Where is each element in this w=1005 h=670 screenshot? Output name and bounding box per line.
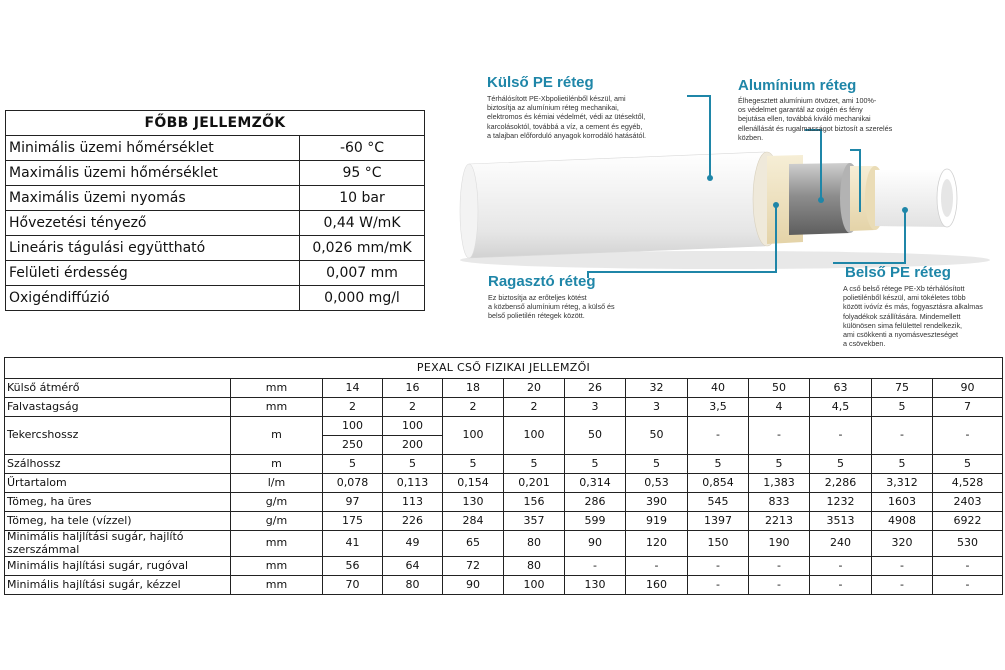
table-cell: 0,078 [323,474,383,493]
table-cell: 64 [383,557,443,576]
table-cell: 4 [749,398,810,417]
table-cell: 190 [749,531,810,557]
row-unit: g/m [231,493,323,512]
table-row [5,417,1003,436]
table-cell: 5 [565,455,626,474]
row-unit: mm [231,576,323,595]
inner-pe-marker [902,207,908,213]
table-cell: 130 [443,493,504,512]
main-property-row [6,136,425,161]
property-value: 10 bar [300,186,425,211]
table-cell: 80 [383,576,443,595]
table-cell: 5 [323,455,383,474]
table-cell: 4,5 [810,398,872,417]
table-cell: 5 [872,398,933,417]
inner-pe-line: folyadékok szállítására. Mindemellett [843,311,961,321]
table-cell: 4908 [872,512,933,531]
table-cell: 5 [810,455,872,474]
aluminium-line: Élhegesztett alumínium ötvözet, ami 100%- [738,96,877,105]
table-cell: 50 [749,379,810,398]
table-cell: 0,53 [626,474,688,493]
physical-properties-title: PEXAL CSŐ FIZIKAI JELLEMZŐI [5,358,1003,379]
main-property-row [6,236,425,261]
property-label: Oxigéndiffúzió [6,286,300,311]
adhesive-title: Ragasztó réteg [488,273,596,290]
property-label: Minimális üzemi hőmérséklet [6,136,300,161]
row-unit: mm [231,557,323,576]
table-cell: 3 [626,398,688,417]
table-cell: 1232 [810,493,872,512]
table-row [5,493,1003,512]
table-cell: 226 [383,512,443,531]
table-cell: 32 [626,379,688,398]
table-cell: - [749,417,810,455]
table-cell: 599 [565,512,626,531]
table-cell: 130 [565,576,626,595]
row-label: Minimális hajlítási sugár, kézzel [5,576,231,595]
table-cell: 0,314 [565,474,626,493]
row-label: Külső átmérő [5,379,231,398]
inner-pe-line: különösen sima felülettel rendelkezik, [843,320,963,330]
table-cell: - [749,557,810,576]
table-cell: 0,113 [383,474,443,493]
table-cell: 390 [626,493,688,512]
table-cell: 41 [323,531,383,557]
table-cell: 160 [626,576,688,595]
table-cell: 5 [504,455,565,474]
table-cell: 100 [504,417,565,455]
property-value: 0,007 mm [300,261,425,286]
row-label: Tömeg, ha tele (vízzel) [5,512,231,531]
row-unit: l/m [231,474,323,493]
row-unit: mm [231,398,323,417]
adhesive-description [488,293,658,321]
table-cell: 18 [443,379,504,398]
table-cell: 2 [323,398,383,417]
table-row [5,531,1003,557]
row-unit: m [231,417,323,455]
row-label: Minimális hajlítási sugár, rugóval [5,557,231,576]
outer-pe-marker [707,175,713,181]
main-property-row [6,161,425,186]
property-label: Lineáris tágulási együttható [6,236,300,261]
physical-properties-table [4,357,1003,595]
property-label: Felületi érdesség [6,261,300,286]
table-cell: 65 [443,531,504,557]
table-row [5,379,1003,398]
table-cell: 2213 [749,512,810,531]
outer-pe-line: elektromos és kémiai védelmét, védi az ütésektől, [487,112,646,122]
table-cell: - [872,417,933,455]
row-unit: mm [231,531,323,557]
table-cell: 5 [933,455,1003,474]
table-cell: 40 [688,379,749,398]
table-cell: 5 [383,455,443,474]
main-property-row [6,186,425,211]
table-cell: 3 [565,398,626,417]
property-label: Maximális üzemi hőmérséklet [6,161,300,186]
table-cell: 4,528 [933,474,1003,493]
pipe-layers-figure [455,60,1003,360]
table-cell: - [565,557,626,576]
pipe-bore [941,179,953,217]
table-cell: 240 [810,531,872,557]
outer-pe-line: biztosítja az alumínium réteg mechanikai, [487,103,619,113]
table-cell: 100 [383,417,443,436]
inner-pe-line: a csövekben. [843,339,886,349]
main-properties-table [5,110,425,311]
adhesive-marker [773,202,779,208]
table-cell: 63 [810,379,872,398]
table-cell: 200 [383,436,443,455]
table-cell: - [810,576,872,595]
inner-pe-line: ami csökkenti a nyomásveszteséget [843,330,959,340]
table-cell: 2403 [933,493,1003,512]
table-cell: 120 [626,531,688,557]
table-cell: 2 [383,398,443,417]
property-value: 0,000 mg/l [300,286,425,311]
adhesive-line: a közbenső alumínium réteg, a külső és [488,302,615,312]
table-cell: - [626,557,688,576]
table-cell: 50 [565,417,626,455]
table-cell: 5 [626,455,688,474]
table-row [5,512,1003,531]
property-value: 0,026 mm/mK [300,236,425,261]
table-cell: 50 [626,417,688,455]
table-cell: 80 [504,531,565,557]
row-label: Tekercshossz [5,417,231,455]
table-cell: 5 [749,455,810,474]
table-cell: 5 [872,455,933,474]
outer-pe-description [487,94,687,140]
table-cell: - [688,417,749,455]
table-cell: 0,201 [504,474,565,493]
inner-pe-line: A cső belső rétege PE-Xb térhálósított [843,284,965,293]
row-unit: g/m [231,512,323,531]
table-cell: 1397 [688,512,749,531]
table-cell: 56 [323,557,383,576]
aluminium-description [738,96,938,142]
aluminium-marker [818,197,824,203]
table-cell: 357 [504,512,565,531]
table-cell: 0,854 [688,474,749,493]
adhesive-line: Ez biztosítja az erőteljes kötést [488,293,587,302]
row-label: Minimális haljlítási sugár, hajlító szerszámmal [5,531,231,557]
table-cell: 7 [933,398,1003,417]
table-cell: - [872,557,933,576]
table-cell: 14 [323,379,383,398]
table-cell: - [749,576,810,595]
table-cell: 70 [323,576,383,595]
table-cell: 97 [323,493,383,512]
inner-pe-description [843,284,1003,348]
table-cell: - [810,417,872,455]
table-cell: 2,286 [810,474,872,493]
table-cell: 919 [626,512,688,531]
aluminium-title: Alumínium réteg [738,77,857,94]
table-cell: 530 [933,531,1003,557]
inner-pe-layer [875,169,947,227]
inner-pe-line: polietilénből készül, ami tökéletes több [843,293,966,303]
table-cell: - [688,557,749,576]
table-cell: 3,5 [688,398,749,417]
table-cell: 90 [443,576,504,595]
table-cell: 16 [383,379,443,398]
table-cell: 284 [443,512,504,531]
table-cell: 90 [933,379,1003,398]
table-cell: 72 [443,557,504,576]
inner-pe-line: között ivóvíz és más, fogyasztásra alkalmas [843,302,983,312]
aluminium-line: bejutása ellen, továbbá kiváló mechanikai [738,114,871,124]
table-cell: 3513 [810,512,872,531]
aluminium-line: közben. [738,132,764,142]
table-cell: 5 [688,455,749,474]
table-cell: 26 [565,379,626,398]
table-cell: 80 [504,557,565,576]
table-cell: - [933,417,1003,455]
table-cell: 545 [688,493,749,512]
table-cell: - [933,557,1003,576]
table-cell: 100 [323,417,383,436]
outer-pe-title: Külső PE réteg [487,74,594,91]
table-cell: 75 [872,379,933,398]
main-properties-header-row [6,111,425,136]
physical-properties-title-row [5,358,1003,379]
table-row [5,398,1003,417]
table-cell: 2 [504,398,565,417]
aluminium-line: os védelmet garantál az oxigén és fény [738,105,863,115]
table-cell: 49 [383,531,443,557]
outer-pe-layer [469,152,765,258]
table-cell: 150 [688,531,749,557]
table-cell: - [810,557,872,576]
table-cell: 156 [504,493,565,512]
table-cell: 833 [749,493,810,512]
main-property-row [6,211,425,236]
row-label: Űrtartalom [5,474,231,493]
table-cell: - [933,576,1003,595]
row-label: Falvastagság [5,398,231,417]
table-cell: 90 [565,531,626,557]
outer-pe-line: a talajban előforduló anyagok korrodáló hatásától. [487,130,647,140]
property-value: -60 °C [300,136,425,161]
table-cell: 100 [504,576,565,595]
table-row [5,474,1003,493]
table-cell: - [872,576,933,595]
table-cell: 6922 [933,512,1003,531]
table-cell: 2 [443,398,504,417]
table-row [5,576,1003,595]
table-cell: 320 [872,531,933,557]
aluminium-line: ellenállását és rugalmasságot biztosít a szerelés [738,123,893,133]
main-property-row [6,261,425,286]
property-value: 95 °C [300,161,425,186]
row-unit: m [231,455,323,474]
property-value: 0,44 W/mK [300,211,425,236]
table-cell: 113 [383,493,443,512]
table-cell: - [688,576,749,595]
table-cell: 250 [323,436,383,455]
table-row [5,557,1003,576]
table-cell: 100 [443,417,504,455]
table-cell: 286 [565,493,626,512]
inner-pe-title: Belső PE réteg [845,264,951,281]
adhesive-line: belső polietilén rétegek között. [488,311,585,321]
table-row [5,455,1003,474]
table-cell: 3,312 [872,474,933,493]
main-property-row [6,286,425,311]
main-properties-title: FŐBB JELLEMZŐK [6,111,425,136]
outer-pe-end [460,164,478,258]
outer-pe-line: karcolásoktól, továbbá a víz, a cement és egyéb, [487,121,643,131]
outer-pe-line: Térhálósított PE-Xbpolietilénből készül, ami [487,94,626,103]
table-cell: 20 [504,379,565,398]
table-cell: 1603 [872,493,933,512]
row-unit: mm [231,379,323,398]
table-cell: 5 [443,455,504,474]
row-label: Tömeg, ha üres [5,493,231,512]
table-cell: 0,154 [443,474,504,493]
table-cell: 175 [323,512,383,531]
row-label: Szálhossz [5,455,231,474]
property-label: Hővezetési tényező [6,211,300,236]
table-cell: 1,383 [749,474,810,493]
property-label: Maximális üzemi nyomás [6,186,300,211]
